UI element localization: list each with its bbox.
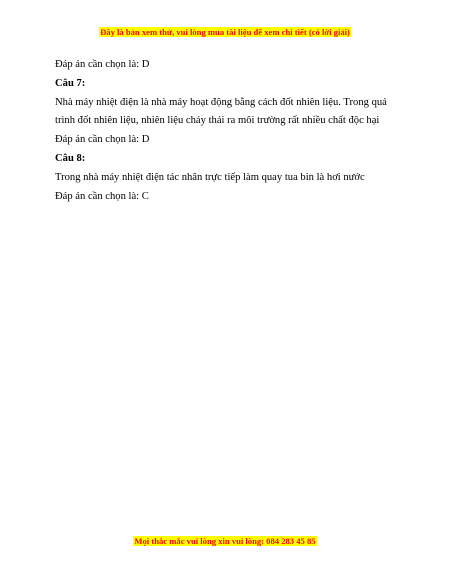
question-8-heading: Câu 8: — [55, 152, 86, 164]
explanation-line: Trong nhà máy nhiệt điện tác nhân trực tiếp làm quay tua bin là hơi nước — [55, 171, 365, 183]
preview-notice-banner — [0, 27, 450, 37]
answer-line: Đáp án cần chọn là: D — [55, 59, 150, 70]
contact-notice-banner — [0, 536, 450, 546]
explanation-line: trình đốt nhiên liệu, nhiên liệu cháy thải ra môi trường rất nhiều chất độc hại — [55, 115, 380, 127]
answer-line: Đáp án cần chọn là: D — [55, 134, 150, 146]
question-7-heading: Câu 7: — [55, 77, 86, 89]
answer-line: Đáp án cần chọn là: C — [55, 190, 149, 202]
explanation-line: Nhà máy nhiệt điện là nhà máy hoạt động bằng cách đốt nhiên liệu. Trong quá — [55, 96, 387, 108]
contact-notice-text: Mọi thắc mắc vui lòng xin vui lòng: 084 283 45 85 — [134, 536, 316, 546]
answer-content — [55, 56, 400, 206]
preview-notice-text: Đây là bản xem thử, vui lòng mua tài liệu để xem chi tiết (có lời giải) — [100, 27, 350, 37]
